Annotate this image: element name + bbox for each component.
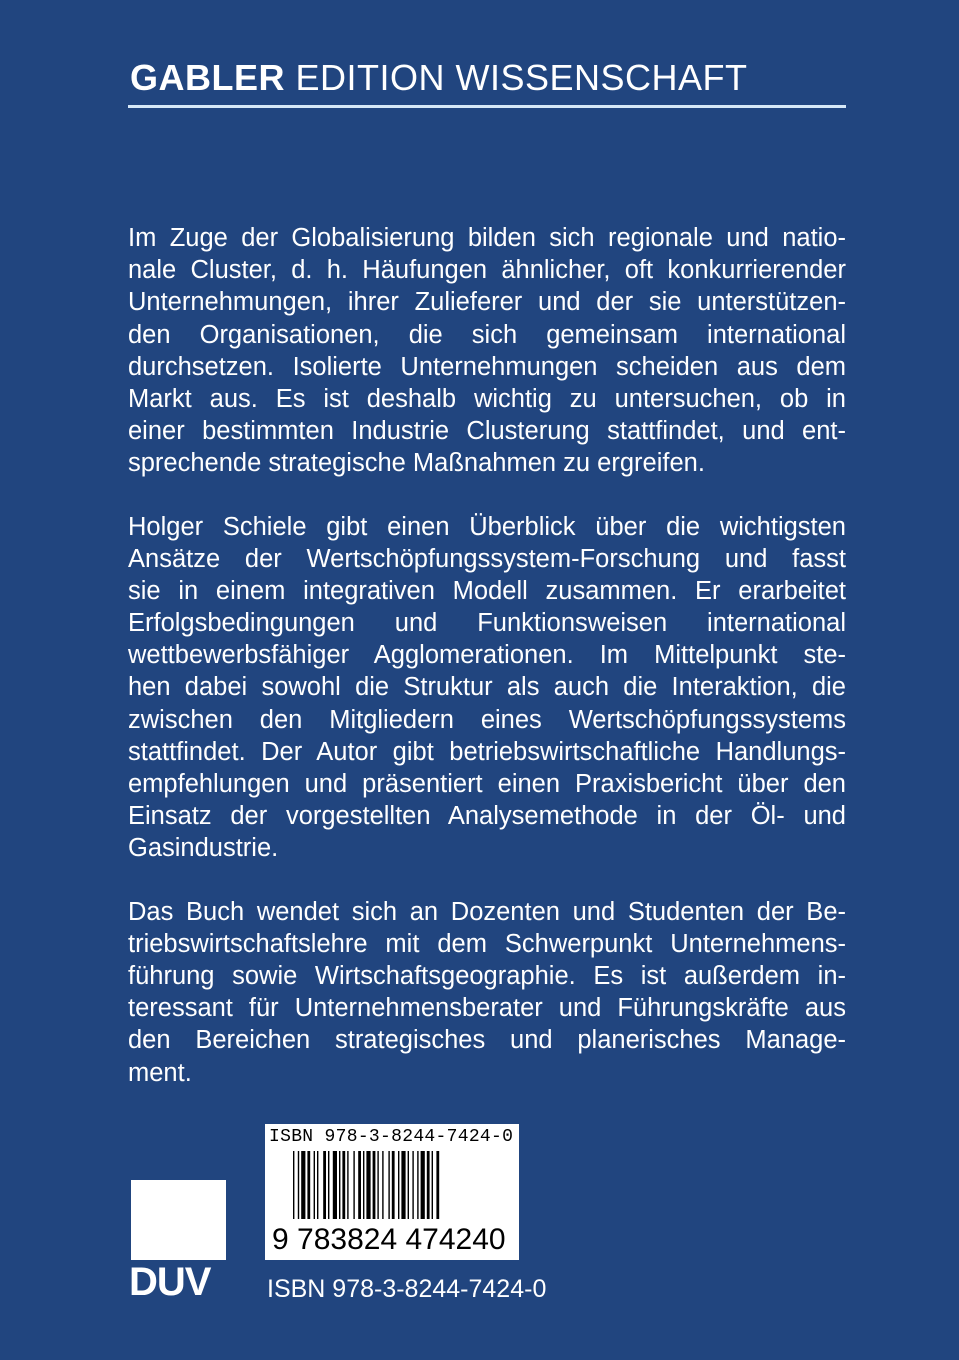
barcode-bar bbox=[323, 1151, 326, 1219]
series-title bbox=[130, 58, 748, 98]
duv-logo: DUV bbox=[129, 1260, 211, 1304]
text-line: Unternehmungen, ihrer Zulieferer und der sie unterstützen- bbox=[128, 288, 846, 317]
barcode-bar bbox=[382, 1151, 383, 1219]
series-publisher: GABLER bbox=[130, 57, 285, 98]
barcode-bar bbox=[363, 1151, 364, 1219]
barcode-bar bbox=[388, 1151, 389, 1219]
text-line: hen dabei sowohl die Struktur als auch die Interaktion, die bbox=[128, 673, 846, 702]
barcode-bar bbox=[347, 1151, 348, 1219]
text-line: teressant für Unternehmensberater und Führungskräfte aus bbox=[128, 994, 846, 1023]
barcode-bar bbox=[398, 1151, 399, 1219]
paragraph bbox=[128, 896, 846, 1089]
text-line: führung sowie Wirtschaftsgeographie. Es ist außerdem in- bbox=[128, 961, 846, 990]
series-name: EDITION WISSENSCHAFT bbox=[295, 57, 748, 98]
barcode-bar bbox=[392, 1151, 395, 1219]
text-line: zwischen den Mitgliedern eines Wertschöpfungssystems bbox=[128, 705, 846, 734]
text-line: Das Buch wendet sich an Dozenten und Studenten der Be- bbox=[128, 897, 846, 926]
duv-logo-square bbox=[131, 1180, 226, 1260]
text-line: nale Cluster, d. h. Häufungen ähnlicher, oft konkurrierender bbox=[128, 256, 846, 285]
barcode-bar bbox=[342, 1151, 345, 1219]
text-line: den Organisationen, die sich gemeinsam international bbox=[128, 320, 846, 349]
text-line: Einsatz der vorgestellten Analysemethode in der Öl- und bbox=[128, 802, 846, 831]
barcode-bar bbox=[427, 1151, 430, 1219]
blurb-text bbox=[128, 222, 846, 1120]
barcode-bar bbox=[317, 1151, 318, 1219]
text-line: empfehlungen und präsentiert einen Praxisbericht über den bbox=[128, 770, 846, 798]
barcode-bar bbox=[314, 1151, 315, 1219]
header-rule bbox=[128, 105, 846, 108]
text-line: ment. bbox=[128, 1058, 192, 1087]
barcode-bar bbox=[412, 1151, 413, 1219]
barcode-bar bbox=[408, 1151, 409, 1219]
text-line: den Bereichen strategisches und planerisches Manage- bbox=[128, 1026, 846, 1055]
barcode-bar bbox=[333, 1151, 337, 1219]
barcode-bar bbox=[339, 1151, 340, 1219]
text-line: Markt aus. Es ist deshalb wichtig zu untersuchen, ob in bbox=[128, 384, 846, 413]
barcode-bar bbox=[366, 1151, 370, 1219]
text-line: sie in einem integrativen Modell zusammen. Er erarbeitet bbox=[128, 576, 846, 605]
text-line: Im Zuge der Globalisierung bilden sich regionale und natio- bbox=[128, 224, 846, 252]
text-line: Holger Schiele gibt einen Überblick über die wichtigsten bbox=[128, 512, 846, 541]
barcode-bar bbox=[373, 1151, 376, 1219]
barcode-bar bbox=[436, 1151, 439, 1219]
text-line: stattfindet. Der Autor gibt betriebswirtschaftliche Handlungs- bbox=[128, 737, 846, 766]
barcode bbox=[265, 1124, 519, 1260]
barcode-bar bbox=[307, 1151, 310, 1219]
barcode-bar bbox=[353, 1151, 354, 1219]
barcode-bar bbox=[401, 1151, 405, 1219]
barcode-bar bbox=[328, 1151, 329, 1219]
barcode-bar bbox=[301, 1151, 305, 1219]
barcode-bar bbox=[432, 1151, 433, 1219]
barcode-bar bbox=[417, 1151, 418, 1219]
text-line: wettbewerbsfähiger Agglomerationen. Im Mittelpunkt ste- bbox=[128, 641, 846, 670]
text-line: Erfolgsbedingungen und Funktionsweisen international bbox=[128, 609, 846, 638]
text-line: Gasindustrie. bbox=[128, 834, 279, 863]
text-line: einer bestimmten Industrie Clusterung stattfindet, und ent- bbox=[128, 417, 846, 446]
isbn: ISBN 978-3-8244-7424-0 bbox=[267, 1275, 547, 1303]
barcode-bar bbox=[377, 1151, 378, 1219]
text-line: sprechende strategische Maßnahmen zu ergreifen. bbox=[128, 449, 705, 478]
text-line: triebswirtschaftslehre mit dem Schwerpunkt Unternehmens- bbox=[128, 929, 846, 958]
barcode-bars bbox=[293, 1151, 493, 1219]
barcode-number: 9 783824 474240 bbox=[272, 1223, 506, 1256]
barcode-isbn-text: ISBN 978-3-8244-7424-0 bbox=[269, 1127, 514, 1147]
barcode-bar bbox=[293, 1151, 294, 1219]
barcode-bar bbox=[358, 1151, 361, 1219]
text-line: Ansätze der Wertschöpfungssystem-Forschung und fasst bbox=[128, 544, 846, 573]
text-line: durchsetzen. Isolierte Unternehmungen scheiden aus dem bbox=[128, 352, 846, 381]
barcode-bar bbox=[298, 1151, 299, 1219]
barcode-bar bbox=[421, 1151, 425, 1219]
paragraph bbox=[128, 222, 846, 480]
paragraph bbox=[128, 511, 846, 865]
